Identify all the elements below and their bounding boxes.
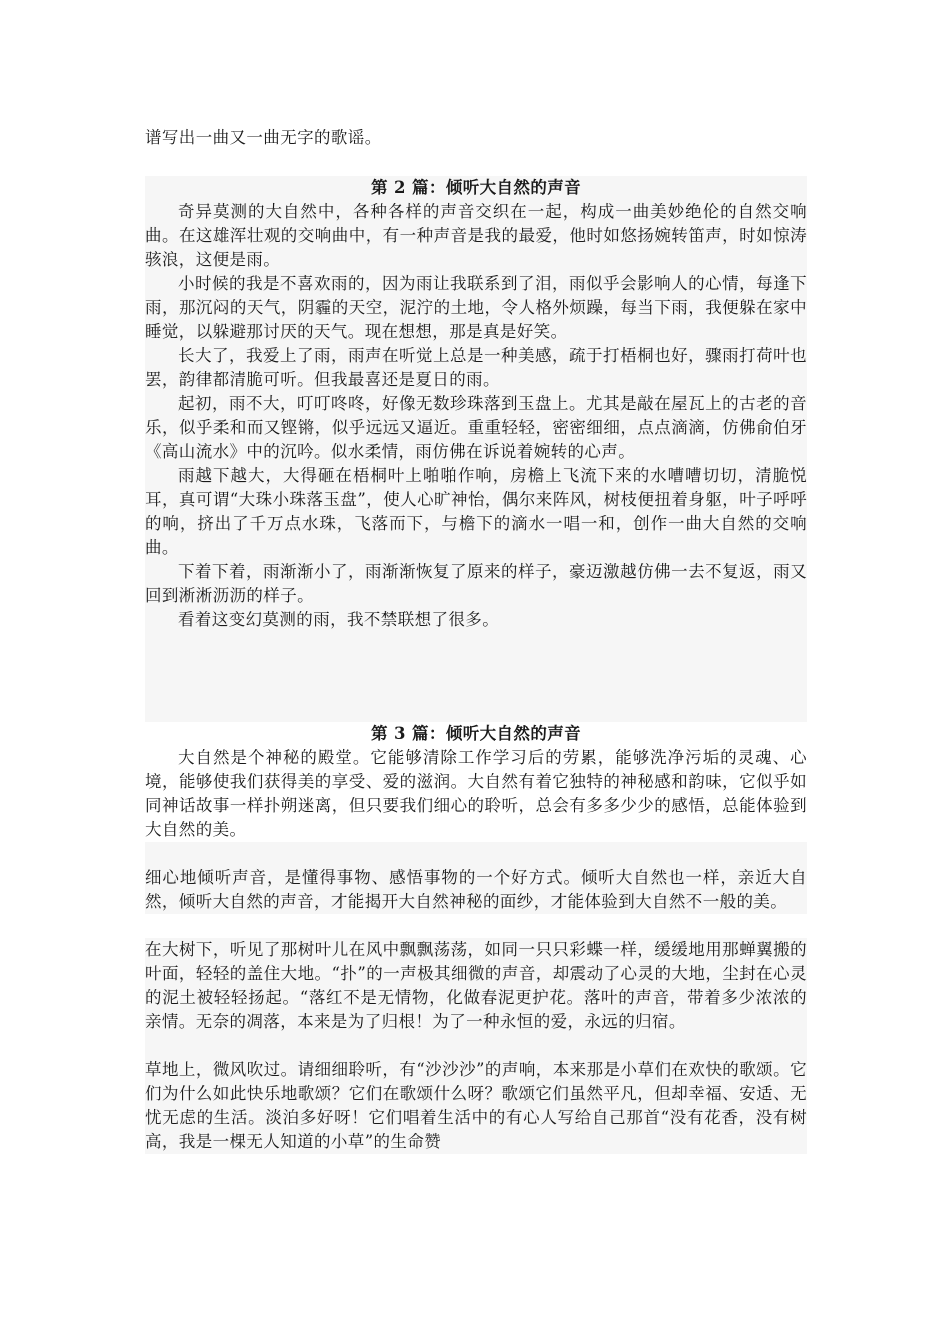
section-3 [145,722,807,1154]
section-2-paragraph-2: 小时候的我是不喜欢雨的，因为雨让我联系到了泪，雨似乎会影响人的心情，每逢下雨，那沉闷的天气，阴霾的天空，泥泞的土地，令人格外烦躁，每当下雨，我便躲在家中睡觉，以躲避那讨厌的天气。现在想想，那是真是好笑。 [145,274,807,341]
section-3-paragraph-3: 在大树下，听见了那树叶儿在风中飘飘荡荡，如同一只只彩蝶一样，缓缓地用那蝉翼搬的叶面，轻轻的盖住大地。“扑”的一声极其细微的声音，却震动了心灵的大地，尘封在心灵的泥土被轻轻扬起。“落红不是无情物，化做春泥更护花。落叶的声音，带着多少浓浓的亲情。无奈的凋落，本来是为了归根！为了一种永恒的爱，永远的归宿。 [145,938,807,1034]
section-3-paragraph-4: 草地上，微风吹过。请细细聆听，有“沙沙沙”的声响，本来那是小草们在欢快的歌颂。它们为什么如此快乐地歌颂？它们在歌颂什么呀？歌颂它们虽然平凡，但却幸福、安适、无忧无虑的生活。淡泊多好呀！它们唱着生活中的有心人写给自己那首“没有花香，没有树高，我是一棵无人知道的小草”的生命赞 [145,1058,807,1154]
document-page [145,0,807,1344]
section-2-paragraph-5: 雨越下越大，大得砸在梧桐叶上啪啪作响，房檐上飞流下来的水嘈嘈切切，清脆悦耳，真可谓“大珠小珠落玉盘”，使人心旷神怡，偶尔来阵风，树枝便扭着身躯，叶子呼呼的响，挤出了千万点水珠，飞落而下，与檐下的滴水一唱一和，创作一曲大自然的交响曲。 [145,466,807,557]
section-2-paragraph-6: 下着下着，雨渐渐小了，雨渐渐恢复了原来的样子，豪迈激越仿佛一去不复返，雨又回到淅淅沥沥的样子。 [145,562,807,605]
section-3-title: 第 3 篇：倾听大自然的声音 [370,724,582,743]
section-3-paragraph-2: 细心地倾听声音，是懂得事物、感悟事物的一个好方式。倾听大自然也一样，亲近大自然，倾听大自然的声音，才能揭开大自然神秘的面纱，才能体验到大自然不一般的美。 [145,866,807,914]
section-2-paragraph-7: 看着这变幻莫测的雨，我不禁联想了很多。 [178,610,500,629]
blank-line [145,1034,807,1058]
previous-section-tail: 谱写出一曲又一曲无字的歌谣。 [145,128,382,147]
section-2-paragraph-3: 长大了，我爱上了雨，雨声在听觉上总是一种美感，疏于打梧桐也好，骤雨打荷叶也罢，韵律都清脆可听。但我最喜还是夏日的雨。 [145,346,807,389]
section-2-title: 第 2 篇：倾听大自然的声音 [370,178,582,197]
section-2-paragraph-4: 起初，雨不大，叮叮咚咚，好像无数珍珠落到玉盘上。尤其是敲在屋瓦上的古老的音乐，似乎柔和而又铿锵，似乎远远又逼近。重重轻轻，密密细细，点点滴滴，仿佛俞伯牙《高山流水》中的沉吟。似水柔情，雨仿佛在诉说着婉转的心声。 [145,394,807,461]
section-2-paragraph-1: 奇异莫测的大自然中，各种各样的声音交织在一起，构成一曲美妙绝伦的自然交响曲。在这雄浑壮观的交响曲中，有一种声音是我的最爱，他时如悠扬婉转笛声，时如惊涛骇浪，这便是雨。 [145,202,807,269]
blank-line [145,914,807,938]
section-3-intro: 大自然是个神秘的殿堂。它能够清除工作学习后的劳累，能够洗净污垢的灵魂、心境，能够使我们获得美的享受、爱的滋润。大自然有着它独特的神秘感和韵味，它似乎如同神话故事一样扑朔迷离，但只要我们细心的聆听，总会有多多少少的感悟，总能体验到大自然的美。 [145,748,807,839]
blank-line [145,842,807,866]
section-2 [145,176,807,722]
